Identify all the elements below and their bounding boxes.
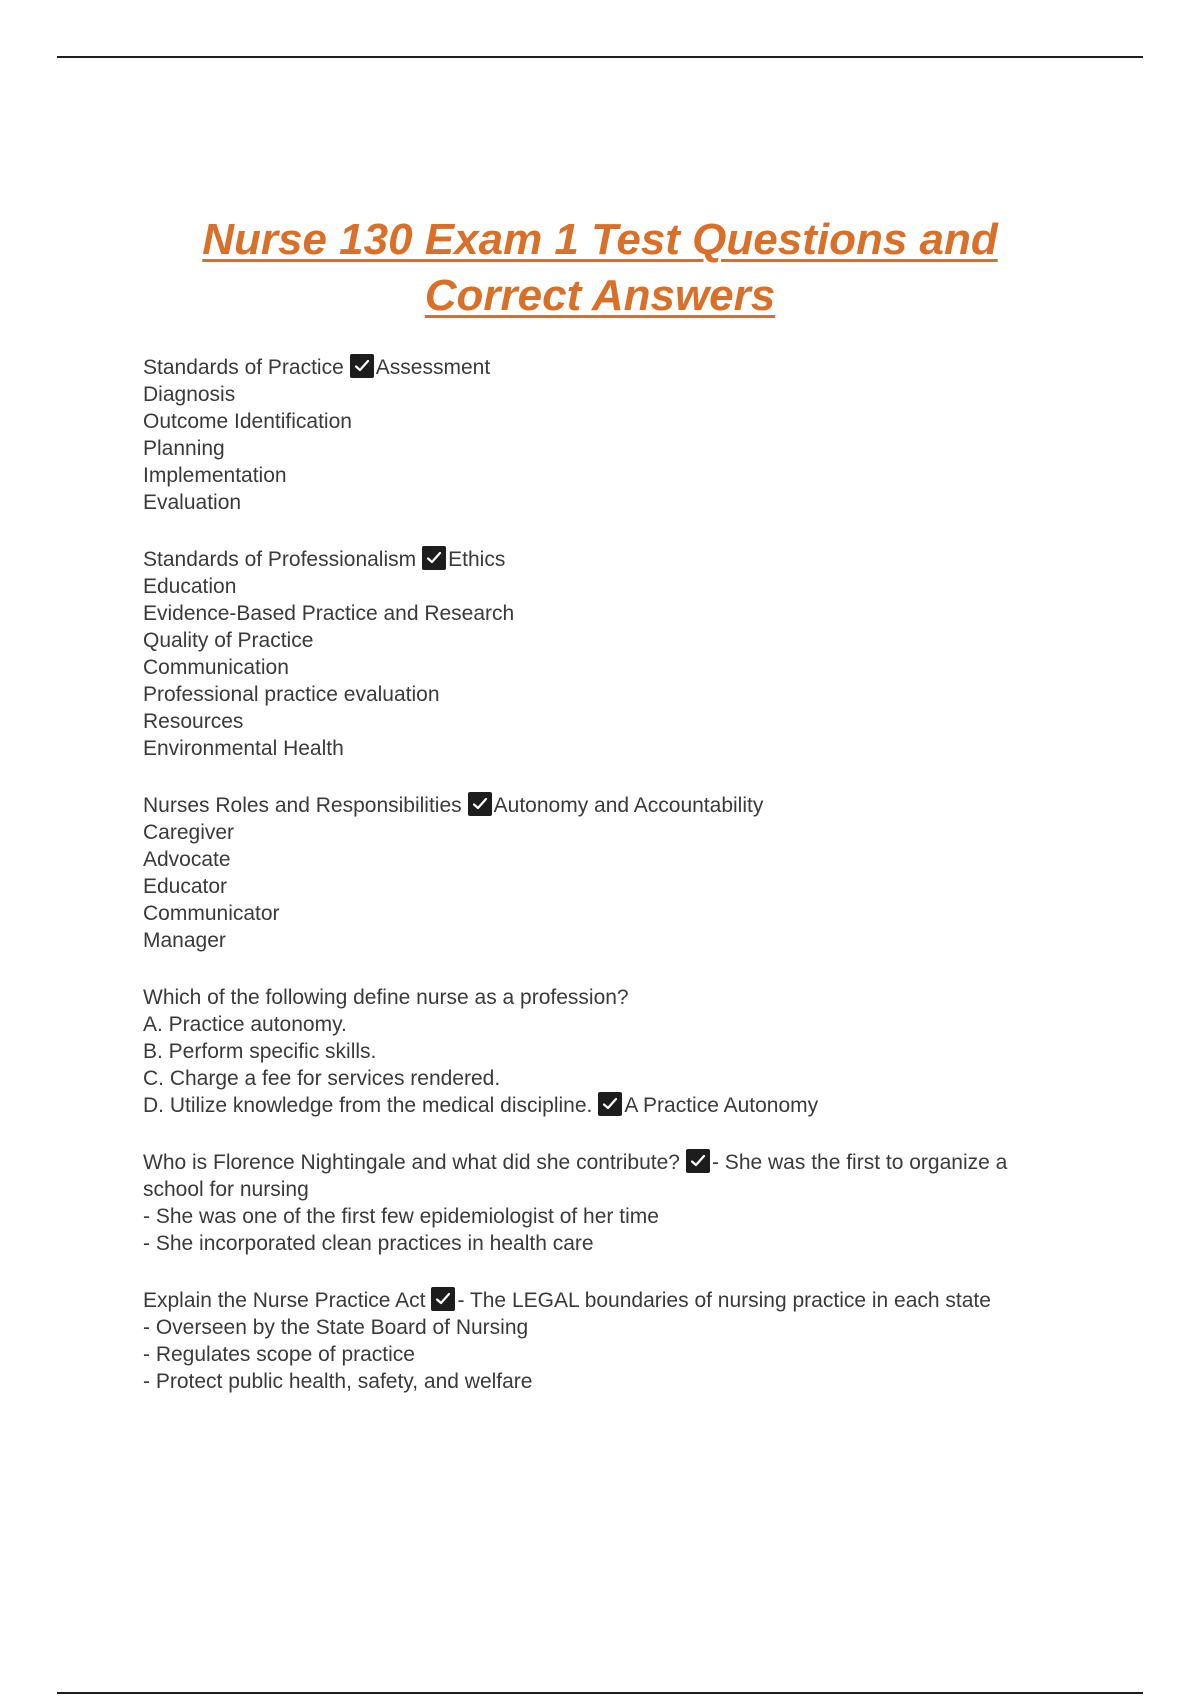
answer-line: Manager bbox=[143, 929, 226, 952]
answer-line: Education bbox=[143, 575, 237, 598]
document-title bbox=[0, 212, 1200, 324]
question-option: A. Practice autonomy. bbox=[143, 1013, 347, 1036]
qa-block-standards-of-professionalism bbox=[143, 546, 1073, 762]
checkbox-checked-icon bbox=[598, 1092, 622, 1116]
answer-text: Ethics bbox=[448, 548, 506, 571]
answer-line: Communicator bbox=[143, 902, 280, 925]
answer-text: Autonomy and Accountability bbox=[493, 794, 764, 817]
question-option: B. Perform specific skills. bbox=[143, 1040, 377, 1063]
answer-text: Assessment bbox=[375, 356, 491, 379]
qa-question-line bbox=[143, 1149, 1073, 1203]
title-line-2: Correct Answers bbox=[424, 271, 776, 320]
bottom-rule bbox=[57, 1692, 1143, 1694]
answer-line: Resources bbox=[143, 710, 244, 733]
checkbox-checked-icon bbox=[431, 1287, 455, 1311]
qa-question-line bbox=[143, 1092, 1073, 1119]
qa-question-line bbox=[143, 546, 1073, 573]
answer-text: - She was the first to organize a school for nursing bbox=[143, 1151, 1008, 1201]
answer-line: Communication bbox=[143, 656, 289, 679]
top-rule bbox=[57, 56, 1143, 58]
answer-line: - Protect public health, safety, and welfare bbox=[143, 1370, 533, 1393]
question-text: Explain the Nurse Practice Act bbox=[143, 1289, 426, 1312]
qa-block-nurses-roles bbox=[143, 792, 1073, 954]
qa-question-line bbox=[143, 792, 1073, 819]
title-line-1: Nurse 130 Exam 1 Test Questions and bbox=[202, 215, 998, 264]
answer-line: Outcome Identification bbox=[143, 410, 352, 433]
answer-line: Planning bbox=[143, 437, 225, 460]
qa-block-nurse-practice-act bbox=[143, 1287, 1073, 1395]
checkbox-checked-icon bbox=[350, 354, 374, 378]
qa-block-florence-nightingale bbox=[143, 1149, 1073, 1257]
answer-line: Caregiver bbox=[143, 821, 235, 844]
question-option: D. Utilize knowledge from the medical discipline. bbox=[143, 1094, 593, 1117]
answer-line: - Overseen by the State Board of Nursing bbox=[143, 1316, 529, 1339]
answer-line: - Regulates scope of practice bbox=[143, 1343, 415, 1366]
qa-block-standards-of-practice bbox=[143, 354, 1073, 516]
checkbox-checked-icon bbox=[468, 792, 492, 816]
qa-question-line bbox=[143, 1287, 1073, 1314]
checkbox-checked-icon bbox=[422, 546, 446, 570]
answer-line: - She incorporated clean practices in health care bbox=[143, 1232, 594, 1255]
qa-block-nurse-profession bbox=[143, 984, 1073, 1119]
question-option: C. Charge a fee for services rendered. bbox=[143, 1067, 501, 1090]
answer-line: Quality of Practice bbox=[143, 629, 314, 652]
answer-text: - The LEGAL boundaries of nursing practice in each state bbox=[457, 1289, 991, 1312]
answer-line: Diagnosis bbox=[143, 383, 236, 406]
answer-line: Implementation bbox=[143, 464, 287, 487]
answer-line: Educator bbox=[143, 875, 228, 898]
question-text: Who is Florence Nightingale and what did she contribute? bbox=[143, 1151, 680, 1174]
qa-content bbox=[143, 354, 1073, 1395]
answer-text: A Practice Autonomy bbox=[624, 1094, 819, 1117]
answer-line: Advocate bbox=[143, 848, 231, 871]
question-line: Which of the following define nurse as a profession? bbox=[143, 986, 629, 1009]
question-text: Standards of Practice bbox=[143, 356, 344, 379]
qa-question-line bbox=[143, 354, 1073, 381]
answer-line: Environmental Health bbox=[143, 737, 344, 760]
question-text: Nurses Roles and Responsibilities bbox=[143, 794, 462, 817]
question-text: Standards of Professionalism bbox=[143, 548, 417, 571]
answer-line: Professional practice evaluation bbox=[143, 683, 440, 706]
answer-line: Evidence-Based Practice and Research bbox=[143, 602, 515, 625]
answer-line: Evaluation bbox=[143, 491, 242, 514]
checkbox-checked-icon bbox=[686, 1149, 710, 1173]
answer-line: - She was one of the first few epidemiologist of her time bbox=[143, 1205, 659, 1228]
